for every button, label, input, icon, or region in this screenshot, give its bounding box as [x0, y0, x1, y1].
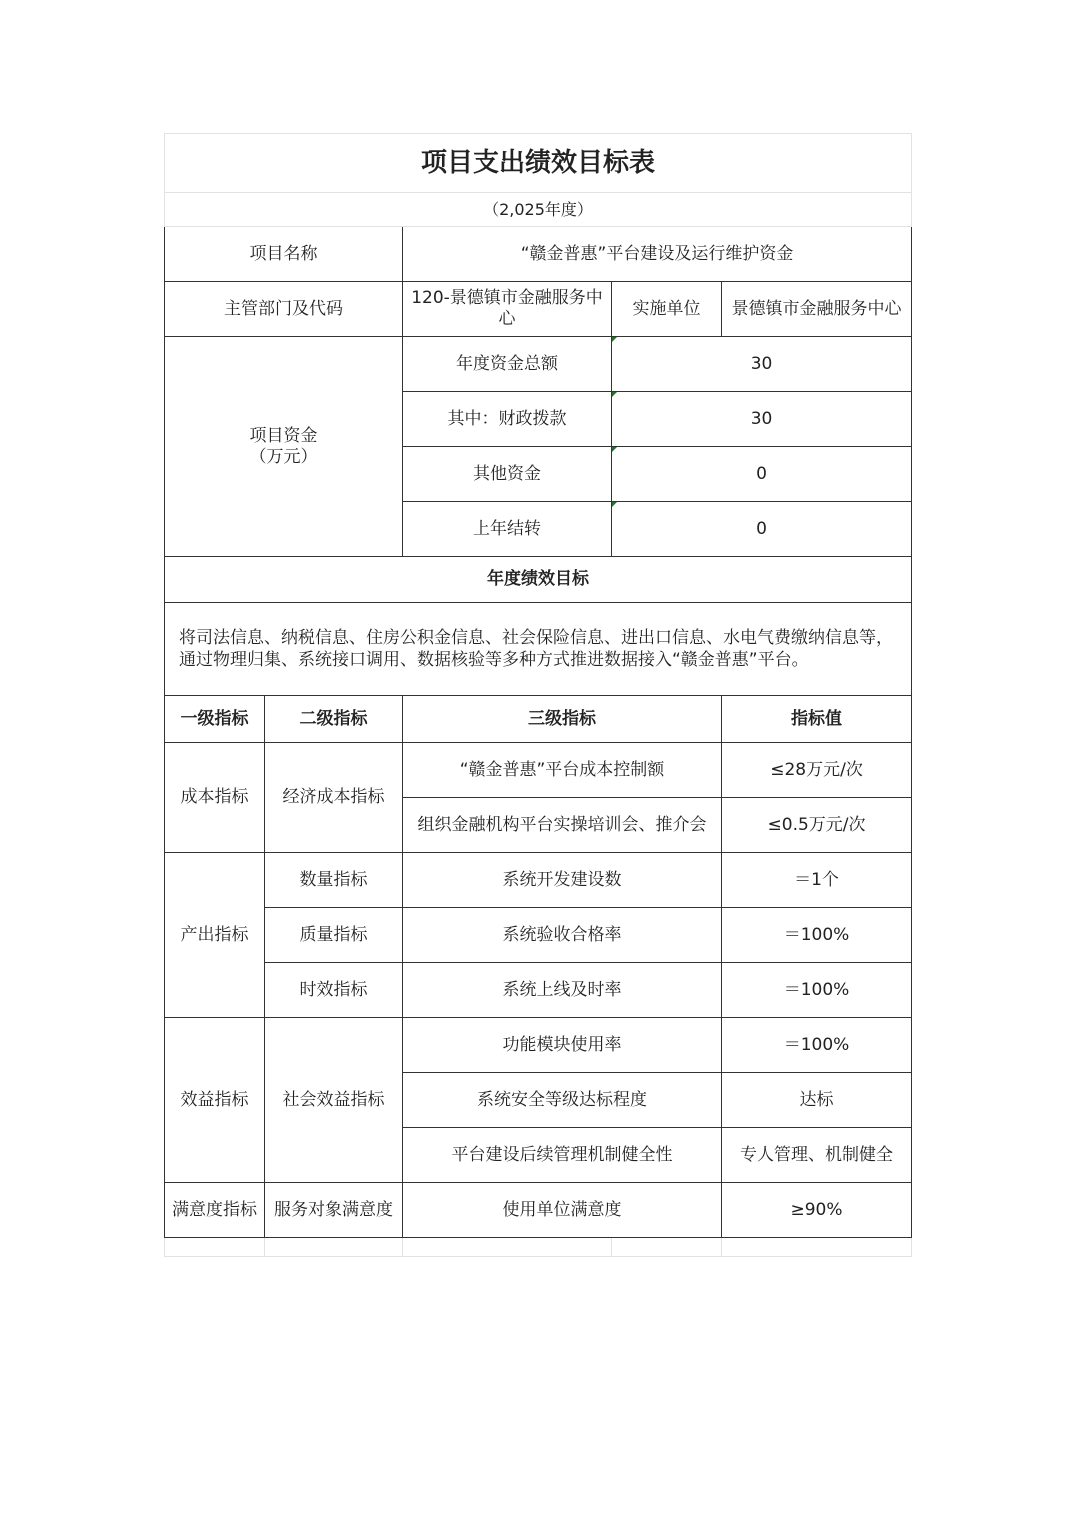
impl-label: 实施单位 — [612, 282, 722, 337]
performance-target-table — [164, 133, 912, 1257]
level1-cell: 产出指标 — [165, 853, 265, 1018]
empty-cell — [165, 1238, 265, 1257]
fund-value: 30 — [612, 337, 912, 392]
indicator-value: ＝100% — [722, 963, 912, 1018]
level2-cell: 数量指标 — [265, 853, 403, 908]
indicator-name: 系统验收合格率 — [403, 908, 722, 963]
empty-cell — [403, 1238, 612, 1257]
level1-cell: 效益指标 — [165, 1018, 265, 1183]
indicator-name: 系统安全等级达标程度 — [403, 1073, 722, 1128]
goal-header: 年度绩效目标 — [165, 557, 912, 603]
level2-cell: 社会效益指标 — [265, 1018, 403, 1183]
goal-text: 将司法信息、纳税信息、住房公积金信息、社会保险信息、进出口信息、水电气费缴纳信息等，通过物理归集、系统接口调用、数据核验等多种方式推进数据接入“赣金普惠”平台。 — [165, 603, 912, 696]
empty-cell — [265, 1238, 403, 1257]
project-name-label: 项目名称 — [165, 227, 403, 282]
indicator-value: ≤28万元/次 — [722, 743, 912, 798]
header-level3: 三级指标 — [403, 696, 722, 743]
funds-label-text: 项目资金 — [249, 425, 318, 446]
empty-cell — [612, 1238, 722, 1257]
indicator-value: 达标 — [722, 1073, 912, 1128]
level1-cell: 满意度指标 — [165, 1183, 265, 1238]
indicator-value: 专人管理、机制健全 — [722, 1128, 912, 1183]
indicator-name: 组织金融机构平台实操培训会、推介会 — [403, 798, 722, 853]
fund-label: 其中：财政拨款 — [403, 392, 612, 447]
fund-label: 上年结转 — [403, 502, 612, 557]
dept-label: 主管部门及代码 — [165, 282, 403, 337]
empty-cell — [722, 1238, 912, 1257]
fund-value: 0 — [612, 447, 912, 502]
indicator-value: ≤0.5万元/次 — [722, 798, 912, 853]
indicator-value: ≥90% — [722, 1183, 912, 1238]
level2-cell: 质量指标 — [265, 908, 403, 963]
level2-cell: 时效指标 — [265, 963, 403, 1018]
fiscal-year: （2,025年度） — [165, 193, 912, 227]
fund-value: 0 — [612, 502, 912, 557]
header-level2: 二级指标 — [265, 696, 403, 743]
level2-cell: 服务对象满意度 — [265, 1183, 403, 1238]
project-name-value: “赣金普惠”平台建设及运行维护资金 — [403, 227, 912, 282]
indicator-value: ＝100% — [722, 1018, 912, 1073]
level1-cell: 成本指标 — [165, 743, 265, 853]
level2-cell: 经济成本指标 — [265, 743, 403, 853]
fund-value: 30 — [612, 392, 912, 447]
header-value: 指标值 — [722, 696, 912, 743]
indicator-value: ＝1个 — [722, 853, 912, 908]
fund-label: 年度资金总额 — [403, 337, 612, 392]
header-level1: 一级指标 — [165, 696, 265, 743]
dept-value: 120-景德镇市金融服务中心 — [403, 282, 612, 337]
indicator-name: 功能模块使用率 — [403, 1018, 722, 1073]
funds-unit: （万元） — [249, 446, 318, 467]
indicator-name: 平台建设后续管理机制健全性 — [403, 1128, 722, 1183]
indicator-name: 系统开发建设数 — [403, 853, 722, 908]
indicator-name: 系统上线及时率 — [403, 963, 722, 1018]
impl-value: 景德镇市金融服务中心 — [722, 282, 912, 337]
indicator-value: ＝100% — [722, 908, 912, 963]
table-title: 项目支出绩效目标表 — [165, 134, 912, 193]
indicator-name: 使用单位满意度 — [403, 1183, 722, 1238]
funds-label — [165, 337, 403, 557]
fund-label: 其他资金 — [403, 447, 612, 502]
indicator-name: “赣金普惠”平台成本控制额 — [403, 743, 722, 798]
